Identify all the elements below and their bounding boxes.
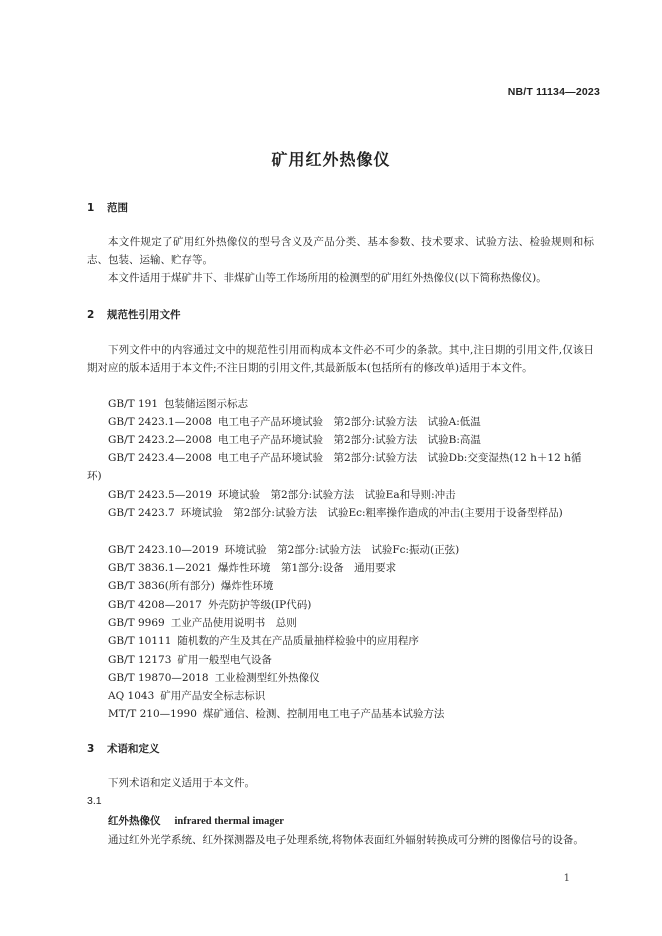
term-entry [108, 813, 284, 828]
reference-title: 电工电子产品环境试验 第2部分:试验方法 试验B:高温 [217, 434, 481, 446]
page-number: 1 [563, 873, 570, 884]
reference-title: 爆炸性环境 [220, 580, 274, 592]
reference-item [87, 614, 594, 632]
reference-code: GB/T 2423.2—2008 [108, 434, 212, 446]
page-title: 矿用红外热像仪 [271, 150, 391, 169]
section-number: 3 [87, 743, 95, 755]
reference-title: 矿用产品安全标志标识 [160, 690, 266, 702]
reference-item [87, 449, 594, 485]
term-number: 3.1 [87, 795, 102, 807]
reference-item [87, 413, 594, 431]
reference-code: GB/T 2423.4—2008 [108, 452, 212, 464]
paragraph: 本文件适用于煤矿井下、非煤矿山等工作场所用的检测型的矿用红外热像仪(以下简称热像仪)。 [108, 272, 547, 284]
section-heading-terms [87, 741, 160, 756]
reference-title: 环境试验 第2部分:试验方法 试验Ec:粗率操作造成的冲击(主要用于设备型样品) [180, 507, 563, 519]
reference-item [87, 431, 594, 449]
reference-title: 工业产品使用说明书 总则 [170, 617, 297, 629]
reference-title: 爆炸性环境 第1部分:设备 通用要求 [217, 562, 397, 574]
section-title: 范围 [107, 202, 128, 214]
reference-title: 电工电子产品环境试验 第2部分:试验方法 试验Db:交变湿热(12 h＋12 h循环) [87, 452, 582, 482]
reference-title: 随机数的产生及其在产品质量抽样检验中的应用程序 [177, 635, 419, 647]
reference-code: GB/T 4208—2017 [108, 599, 202, 611]
term-definition: 通过红外光学系统、红外探测器及电子处理系统,将物体表面红外辐射转换成可分辨的图像信号的设备。 [108, 834, 584, 846]
reference-item [87, 669, 594, 687]
section-number: 1 [87, 202, 95, 214]
reference-code: GB/T 2423.7 [108, 507, 175, 519]
reference-code: GB/T 10111 [108, 635, 172, 647]
reference-title: 矿用一般型电气设备 [177, 654, 272, 666]
section-heading-normative-references [87, 307, 181, 322]
reference-item [87, 651, 594, 669]
reference-item [87, 486, 594, 504]
reference-code: GB/T 2423.5—2019 [108, 489, 212, 501]
reference-item [87, 395, 594, 413]
reference-title: 外壳防护等级(IP代码) [207, 599, 312, 611]
reference-item [87, 559, 594, 577]
reference-code: GB/T 19870—2018 [108, 672, 209, 684]
standard-number: NB/T 11134—2023 [507, 86, 600, 98]
section-title: 规范性引用文件 [107, 309, 181, 321]
reference-title: 电工电子产品环境试验 第2部分:试验方法 试验A:低温 [217, 416, 481, 428]
reference-code: GB/T 12173 [108, 654, 172, 666]
paragraph: 本文件规定了矿用红外热像仪的型号含义及产品分类、基本参数、技术要求、试验方法、检验规则和标志、包装、运输、贮存等。 [87, 236, 594, 266]
reference-code: GB/T 9969 [108, 617, 165, 629]
reference-code: GB/T 3836.1—2021 [108, 562, 212, 574]
reference-item [87, 705, 594, 723]
reference-title: 包装储运图示标志 [164, 398, 249, 410]
reference-code: AQ 1043 [108, 690, 155, 702]
reference-item [87, 541, 594, 559]
section-number: 2 [87, 309, 95, 321]
reference-code: GB/T 2423.1—2008 [108, 416, 212, 428]
paragraph: 下列文件中的内容通过文中的规范性引用而构成本文件必不可少的条款。其中,注日期的引用文件,仅该日期对应的版本适用于本文件;不注日期的引用文件,其最新版本(包括所有的修改单)适用于本文件。 [87, 344, 594, 374]
reference-item [87, 596, 594, 614]
section-heading-scope [87, 200, 128, 215]
reference-code: MT/T 210—1990 [108, 708, 197, 720]
term-chinese: 红外热像仪 [108, 815, 161, 827]
section-title: 术语和定义 [107, 743, 160, 755]
reference-item [87, 632, 594, 650]
reference-code: GB/T 2423.10—2019 [108, 544, 219, 556]
paragraph: 下列术语和定义适用于本文件。 [108, 777, 255, 789]
reference-item [87, 687, 594, 705]
reference-title: 工业检测型红外热像仪 [214, 672, 320, 684]
reference-title: 环境试验 第2部分:试验方法 试验Ea和导则:冲击 [217, 489, 456, 501]
reference-code: GB/T 191 [108, 398, 159, 410]
reference-code: GB/T 3836(所有部分) [108, 580, 215, 592]
reference-item [87, 577, 594, 595]
reference-title: 煤矿通信、检测、控制用电工电子产品基本试验方法 [202, 708, 445, 720]
reference-title: 环境试验 第2部分:试验方法 试验Fc:振动(正弦) [224, 544, 460, 556]
term-english: infrared thermal imager [174, 816, 284, 827]
reference-item [87, 504, 594, 522]
